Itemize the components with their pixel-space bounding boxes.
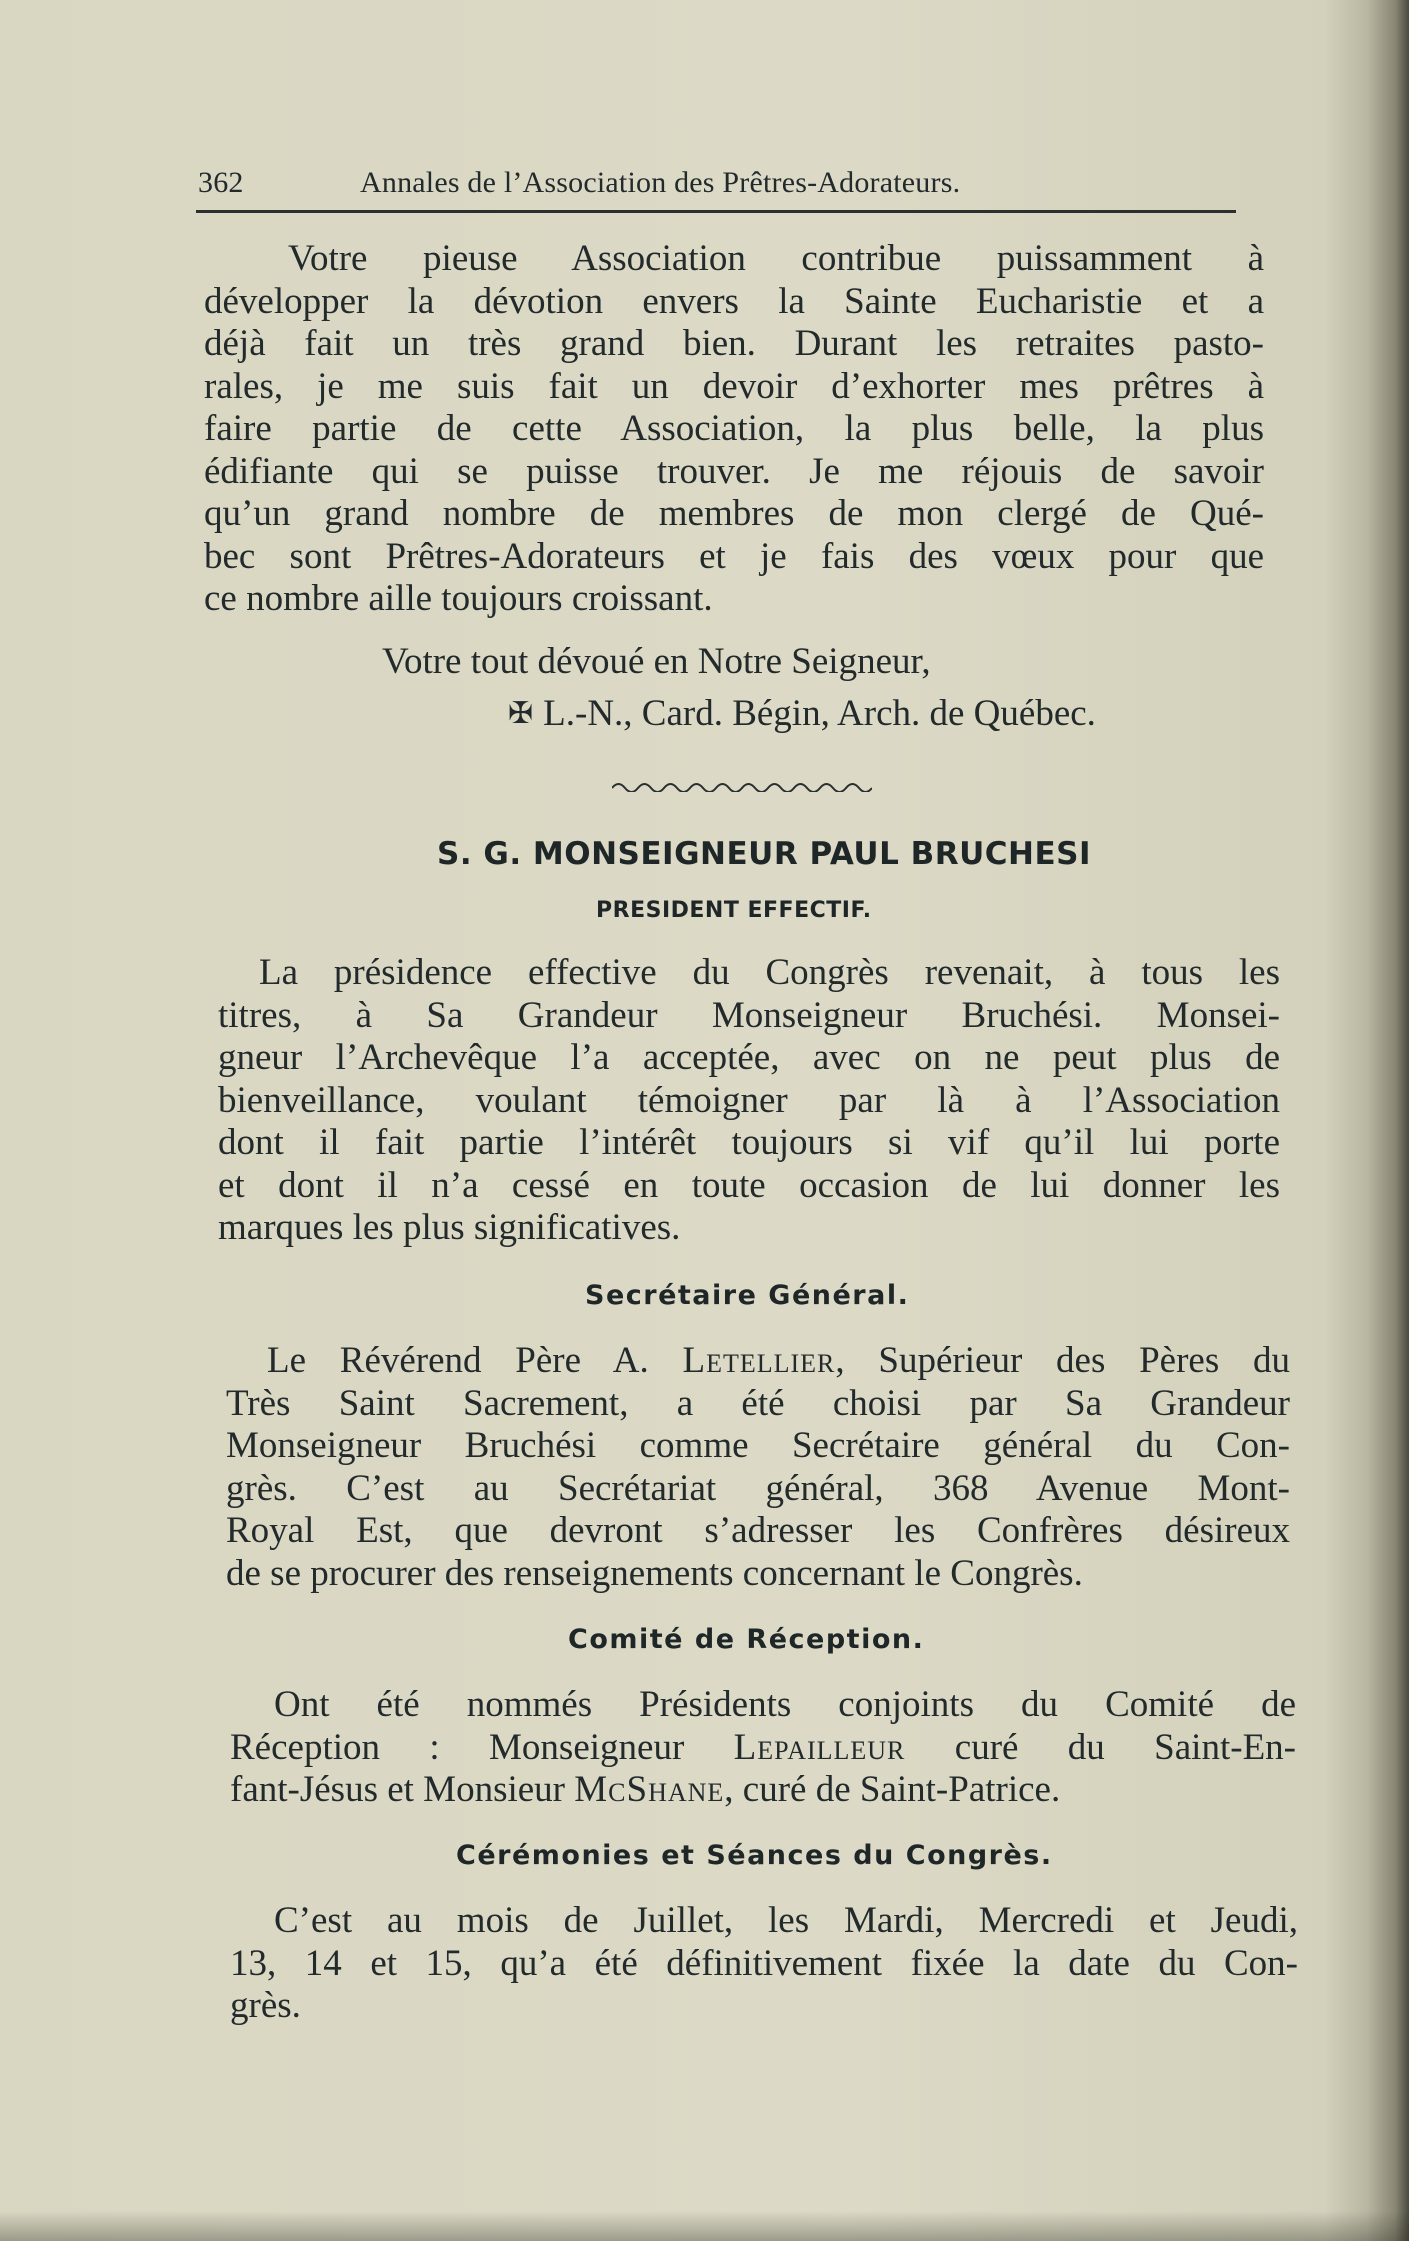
text-line: 13, 14 et 15, qu’a été définitivement fixée la date du Con- xyxy=(230,1942,1298,1984)
letter-paragraph xyxy=(204,238,1264,621)
signature: L.-N., Card. Bégin, Arch. de Québec. xyxy=(543,693,1096,734)
person-name: McShane xyxy=(574,1769,725,1810)
text-line: La présidence effective du Congrès revenait, à tous les xyxy=(259,952,1280,993)
section-title-president: S. G. MONSEIGNEUR PAUL BRUCHESI xyxy=(437,836,1092,872)
page-header xyxy=(198,162,1234,208)
text-line: faire partie de cette Association, la plus belle, la plus xyxy=(204,408,1264,449)
text-line: développer la dévotion envers la Sainte Eucharistie et a xyxy=(204,280,1264,322)
section-title-secretary: Secrétaire Général. xyxy=(585,1280,910,1311)
text-line: gneur l’Archevêque l’a acceptée, avec on ne peut plus de xyxy=(218,1037,1280,1078)
text-line: et dont il n’a cessé en toute occasion de lui donner les xyxy=(218,1164,1280,1206)
cross-icon: ✠ xyxy=(508,697,534,730)
page-number: 362 xyxy=(198,166,244,199)
secretary-paragraph xyxy=(226,1340,1290,1595)
text-line: édifiante qui se puisse trouver. Je me réjouis de savoir xyxy=(204,450,1264,492)
section-title-reception: Comité de Réception. xyxy=(568,1624,925,1655)
text-line: Très Saint Sacrement, a été choisi par Sa Grandeur xyxy=(226,1382,1290,1424)
letter-closing: Votre tout dévoué en Notre Seigneur, xyxy=(382,641,931,682)
text-line: Royal Est, que devront s’adresser les Confrères désireux xyxy=(226,1510,1290,1551)
section-title-ceremonies: Cérémonies et Séances du Congrès. xyxy=(456,1840,1053,1871)
text-fragment: Le Révérend Père A. xyxy=(267,1340,683,1381)
page-shadow xyxy=(0,2211,1409,2241)
text-line: de se procurer des renseignements concernant le Congrès. xyxy=(226,1552,1083,1594)
person-name: Letellier xyxy=(682,1340,836,1381)
text-line: rales, je me suis fait un devoir d’exhorter mes prêtres à xyxy=(204,365,1264,407)
text-line: ce nombre aille toujours croissant. xyxy=(204,578,713,619)
text-line xyxy=(230,1727,1296,1770)
ceremonies-paragraph xyxy=(230,1900,1298,2028)
section-subtitle-president: PRESIDENT EFFECTIF. xyxy=(596,898,872,923)
text-fragment: fant-Jésus et Monsieur xyxy=(230,1769,575,1810)
person-name: Lepailleur xyxy=(733,1726,906,1768)
wavy-ornament-icon xyxy=(612,778,872,792)
header-rule xyxy=(196,210,1236,213)
text-line: Votre pieuse Association contribue puissamment à xyxy=(288,238,1264,279)
text-line: bec sont Prêtres-Adorateurs et je fais des vœux pour que xyxy=(204,535,1264,577)
text-line: marques les plus significatives. xyxy=(218,1207,681,1248)
reception-paragraph xyxy=(230,1684,1296,1812)
text-line: dont il fait partie l’intérêt toujours si vif qu’il lui porte xyxy=(218,1122,1280,1163)
text-line: déjà fait un très grand bien. Durant les retraites pasto- xyxy=(204,323,1264,364)
text-line: Ont été nommés Présidents conjoints du Comité de xyxy=(274,1684,1296,1725)
text-fragment: curé du Saint-En- xyxy=(905,1726,1296,1768)
text-fragment: , curé de Saint-Patrice. xyxy=(724,1769,1061,1810)
running-title: Annales de l’Association des Prêtres-Adorateurs. xyxy=(360,166,961,199)
text-line: grès. C’est au Secrétariat général, 368 Avenue Mont- xyxy=(226,1467,1290,1509)
text-line: C’est au mois de Juillet, les Mardi, Mercredi et Jeudi, xyxy=(274,1900,1298,1941)
text-line: Monseigneur Bruchési comme Secrétaire général du Con- xyxy=(226,1425,1290,1466)
president-paragraph xyxy=(218,952,1280,1250)
text-line: bienveillance, voulant témoigner par là à l’Association xyxy=(218,1079,1280,1121)
text-line: qu’un grand nombre de membres de mon clergé de Qué- xyxy=(204,493,1264,534)
text-line xyxy=(230,1769,1296,1812)
text-fragment: , Supérieur des Pères du xyxy=(835,1340,1290,1381)
text-line: titres, à Sa Grandeur Monseigneur Bruchési. Monsei- xyxy=(218,994,1280,1036)
text-line: grès. xyxy=(230,1985,301,2026)
text-fragment: Réception : Monseigneur xyxy=(230,1726,734,1768)
text-line xyxy=(226,1340,1290,1383)
letter-signature-line xyxy=(508,692,1096,735)
